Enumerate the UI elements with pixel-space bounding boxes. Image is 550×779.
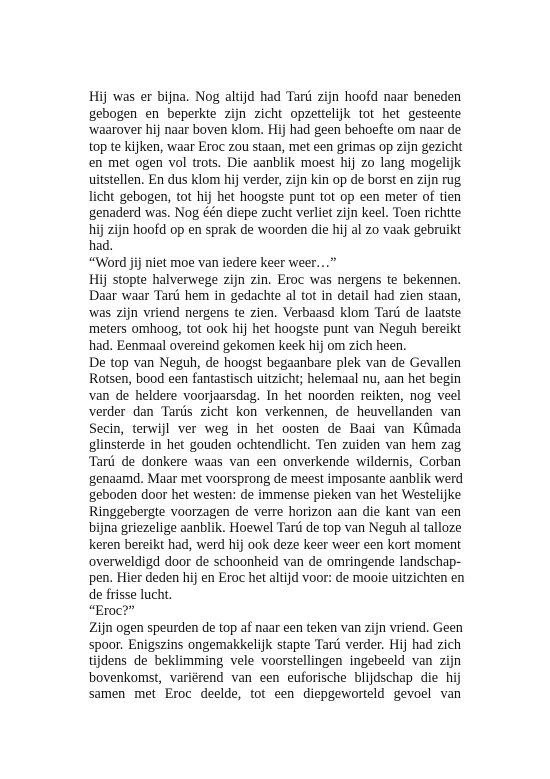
text-line: De top van Neguh, de hoogst begaanbare plek van de Gevallen [89,354,461,371]
text-line: spoor. Enigszins ongemakkelijk stapte Tarú verder. Hij had zich [89,636,461,653]
text-line: glinsterde in het gouden ochtendlicht. Ten zuiden van hem zag [89,437,461,454]
text-line: waarover hij naar boven klom. Hij had geen behoefte om naar de [89,122,461,139]
text-line: uitstellen. En dus klom hij verder, zijn kin op de borst en zijn rug [89,171,461,188]
text-line: licht gebogen, tot hij het hoogste punt tot op een meter of tien [89,188,461,205]
text-line: hij zijn hoofd op en sprak de woorden die hij al zo vaak gebruikt [89,221,461,238]
text-line: geboden door het westen: de immense pieken van het Westelijke [89,487,461,504]
text-line: pen. Hier deden hij en Eroc het altijd voor: de mooie uitzichten en [89,570,465,587]
text-line: meters omhoog, tot ook hij het hoogste punt van Neguh bereikt [89,321,461,338]
text-line: samen met Eroc deelde, tot een diepgeworteld gevoel van [89,686,461,703]
text-line: Hij was er bijna. Nog altijd had Tarú zijn hoofd naar beneden [89,89,461,105]
text-line: Ringgebergte voorzagen de verre horizon aan die kant van een [89,503,461,520]
text-line: Tarú de donkere waas van een onverkende wildernis, Corban [89,454,461,471]
text-line: Zijn ogen speurden de top af naar een teken van zijn vriend. Geen [89,620,463,636]
text-line: Secin, terwijl ver weg in het oosten de Baai van Kûmada [89,420,461,437]
text-line: genaderd was. Nog één diepe zucht verliet zijn keel. Toen richtte [89,205,461,222]
text-line: Hij stopte halverwege zijn zin. Eroc was nergens te bekennen. [89,271,461,288]
text-line: “Word jij niet moe van iedere keer weer…” [89,254,337,271]
text-line: Rotsen, bood een fantastisch uitzicht; helemaal nu, aan het begin [89,371,461,388]
text-line: Daar waar Tarú hem in gedachte al tot in detail had zien staan, [89,288,461,305]
text-line: was zijn vriend nergens te zien. Verbaasd klom Tarú de laatste [89,304,461,321]
text-line: tijdens de beklimming vele voorstellingen ingebeeld van zijn [89,653,461,670]
text-line: had. [89,238,114,255]
text-line: keren bereikt had, werd hij ook deze keer weer een kort moment [89,537,461,554]
text-line: bovenkomst, variërend van een euforische blijdschap die hij [89,669,461,686]
text-line: genaamd. Maar met voorsprong de meest imposante aanblik werd [89,470,463,487]
text-line: top te kijken, waar Eroc zou staan, met een grimas op zijn gezicht [89,138,463,155]
text-line: en met ogen vol trots. Die aanblik moest hij zo lang mogelijk [89,155,461,172]
body-text [89,89,465,703]
text-line: overweldigd door de schoonheid van de omringende landschap- [89,553,461,570]
text-line: verder dan Tarús zicht kon verkennen, de heuvellanden van [89,404,461,421]
text-line: bijna griezelige aanblik. Hoewel Tarú de top van Neguh al talloze [89,520,462,537]
text-line: de frisse lucht. [89,586,173,603]
text-line: van de heldere voorjaarsdag. In het noorden reikten, nog veel [89,387,461,404]
text-line: gebogen en beperkte zijn zicht opzettelijk tot het gesteente [89,105,461,122]
text-line: had. Eenmaal overeind gekomen keek hij om zich heen. [89,337,407,354]
text-line: “Eroc?” [89,603,135,620]
